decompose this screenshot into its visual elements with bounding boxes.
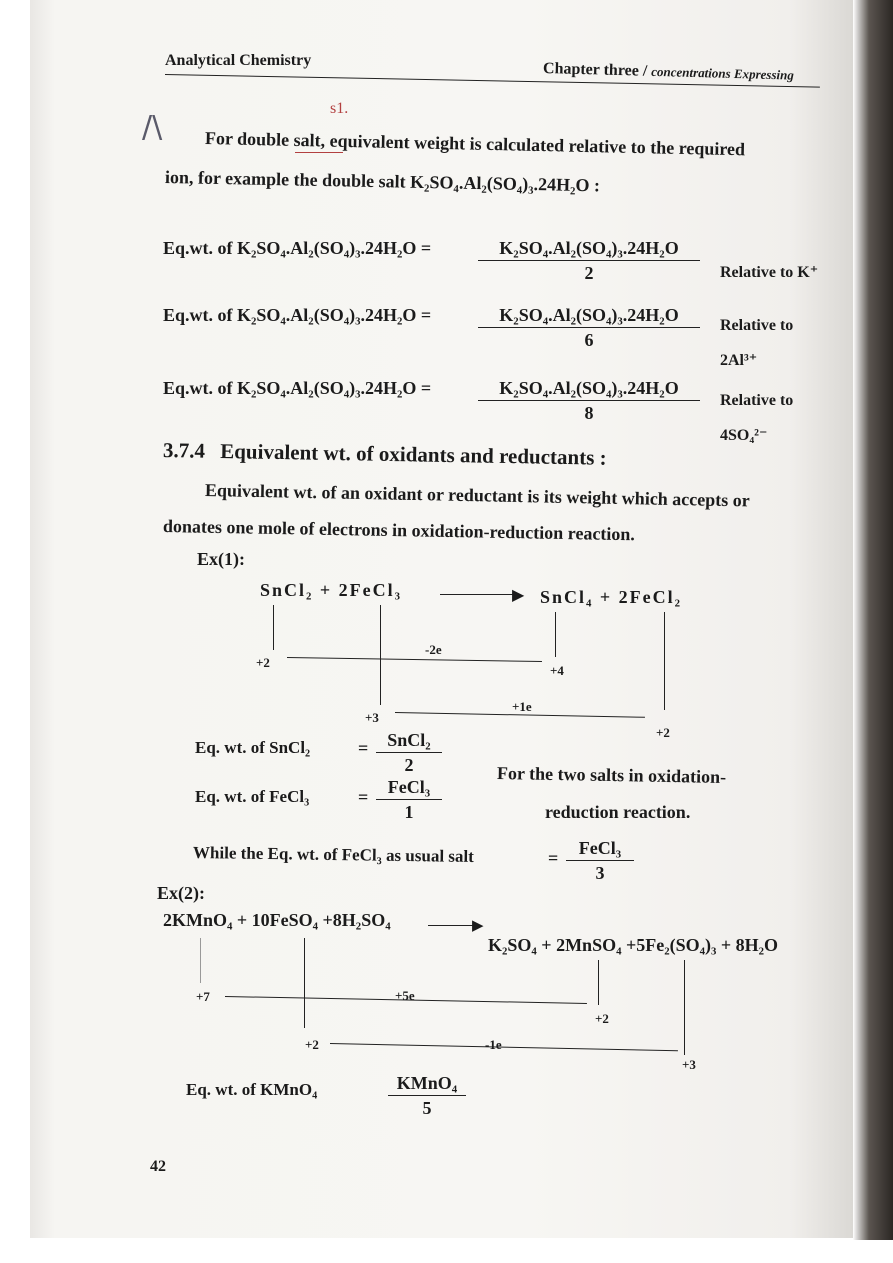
pencil-mark: /\ <box>142 110 163 145</box>
reaction-arrow-shaft <box>440 594 520 595</box>
electron-change-fe2: -1e <box>485 1037 502 1052</box>
fraction-denominator: 3 <box>595 863 605 883</box>
relative-note-3: Relative to <box>720 392 794 409</box>
electron-change-fe: +1e <box>512 699 532 714</box>
eq-fecl3-fraction <box>376 777 442 823</box>
definition-line-1: Equivalent wt. of an oxidant or reductant is its weight which accepts or <box>204 480 750 511</box>
eq-double-salt-lhs-3: Eq.wt. of K₂SO₄.Al₂(SO₄)₃.24H₂O = <box>163 378 432 398</box>
relative-note-1: Relative to K⁺ <box>720 264 819 281</box>
equals-sign: = <box>358 738 369 758</box>
fraction-denominator: 5 <box>422 1098 432 1118</box>
fraction-denominator: 2 <box>584 263 594 283</box>
relative-ion-2: 2Al³⁺ <box>720 352 758 369</box>
electron-change-mn: +5e <box>395 988 415 1003</box>
running-header-left: Analytical Chemistry <box>165 52 312 69</box>
fraction-denominator: 1 <box>404 802 414 822</box>
section-title: Equivalent wt. of oxidants and reductants : <box>220 439 607 470</box>
fraction-denominator: 2 <box>404 755 414 775</box>
eq-fecl3-lhs: Eq. wt. of FeCl₃ <box>195 787 310 806</box>
sn-product-line <box>555 612 556 657</box>
ox-state-fe2-start: +2 <box>305 1037 319 1052</box>
section-number: 3.7.4 <box>162 438 206 463</box>
fraction-numerator: K₂SO₄.Al₂(SO₄)₃.24H₂O <box>478 305 700 328</box>
handwritten-note: s1. <box>330 100 349 117</box>
fraction-numerator: KMnO₄ <box>388 1073 466 1096</box>
eq-sncl2-lhs: Eq. wt. of SnCl₂ <box>195 738 311 757</box>
redox-note-line-2: reduction reaction. <box>545 802 691 822</box>
ox-state-fe2-end: +3 <box>682 1057 696 1072</box>
equals-sign: = <box>358 787 369 807</box>
fraction-numerator: FeCl₃ <box>376 777 442 800</box>
ox-state-fe-end: +2 <box>656 725 670 740</box>
ox-state-mn-start: +7 <box>196 989 210 1004</box>
eq-double-salt-lhs-2: Eq.wt. of K₂SO₄.Al₂(SO₄)₃.24H₂O = <box>163 305 432 325</box>
fraction-numerator: K₂SO₄.Al₂(SO₄)₃.24H₂O <box>478 238 700 261</box>
eq-kmno4-fraction <box>388 1073 466 1119</box>
page-number: 42 <box>150 1158 166 1175</box>
eq-sncl2-fraction <box>376 730 442 776</box>
fraction-denominator: 8 <box>584 403 594 423</box>
chapter-label: Chapter three / <box>542 60 648 80</box>
fe-product-line <box>664 612 665 710</box>
ox-state-sn-end: +4 <box>550 663 564 678</box>
relative-ion-3: 4SO₄²⁻ <box>720 427 768 444</box>
example-1-reactants: SnCl₂ + 2FeCl₃ <box>260 580 403 600</box>
ox-state-fe-start: +3 <box>365 710 379 725</box>
example-2-label: Ex(2): <box>157 883 205 903</box>
usual-salt-text: While the Eq. wt. of FeCl₃ as usual salt <box>192 843 475 866</box>
example-2-products: K₂SO₄ + 2MnSO₄ +5Fe₂(SO₄)₃ + 8H₂O <box>488 935 779 955</box>
eq-kmno4-lhs: Eq. wt. of KMnO₄ <box>186 1080 318 1099</box>
redox-note-line-1: For the two salts in oxidation- <box>496 763 727 787</box>
eq-double-salt-fraction-2 <box>478 305 700 351</box>
eq-double-salt-fraction-3 <box>478 378 700 424</box>
eq-double-salt-lhs-1: Eq.wt. of K₂SO₄.Al₂(SO₄)₃.24H₂O = <box>163 238 432 258</box>
eq-double-salt-fraction-1 <box>478 238 700 284</box>
chapter-subtitle: concentrations Expressing <box>651 63 795 83</box>
equals-sign: = <box>548 848 559 868</box>
fe2so4-product-line <box>684 960 685 1055</box>
ox-state-sn-start: +2 <box>256 655 270 670</box>
book-spine-shadow <box>853 0 893 1240</box>
usual-salt-fraction <box>566 838 634 884</box>
fraction-numerator: SnCl₂ <box>376 730 442 753</box>
mnso4-product-line <box>598 960 599 1005</box>
example-2-reactants: 2KMnO₄ + 10FeSO₄ +8H₂SO₄ <box>163 910 391 930</box>
ox-state-mn-end: +2 <box>595 1011 609 1026</box>
electron-change-sn: -2e <box>425 642 442 657</box>
relative-note-2: Relative to <box>720 317 794 334</box>
intro-line-2: ion, for example the double salt K₂SO₄.Al₂(SO₄)₃.24H₂O : <box>164 167 601 196</box>
fe-drop-line <box>380 605 381 705</box>
red-underline <box>295 152 343 153</box>
feso4-drop-line <box>304 938 305 1028</box>
kmno4-drop-line <box>200 938 201 983</box>
arrow-head-icon: ▶ <box>512 587 525 604</box>
arrow-head-icon: ▶ <box>472 918 484 934</box>
example-1-label: Ex(1): <box>197 549 245 569</box>
definition-line-2: donates one mole of electrons in oxidation-reduction reaction. <box>162 516 636 545</box>
fraction-numerator: K₂SO₄.Al₂(SO₄)₃.24H₂O <box>478 378 700 401</box>
sn-drop-line <box>273 605 274 650</box>
fraction-numerator: FeCl₃ <box>566 838 634 861</box>
intro-line-1: For double salt, equivalent weight is calculated relative to the required <box>204 128 746 160</box>
reaction-arrow-shaft-2 <box>428 925 478 926</box>
example-1-products: SnCl₄ + 2FeCl₂ <box>540 587 683 607</box>
fraction-denominator: 6 <box>584 330 594 350</box>
